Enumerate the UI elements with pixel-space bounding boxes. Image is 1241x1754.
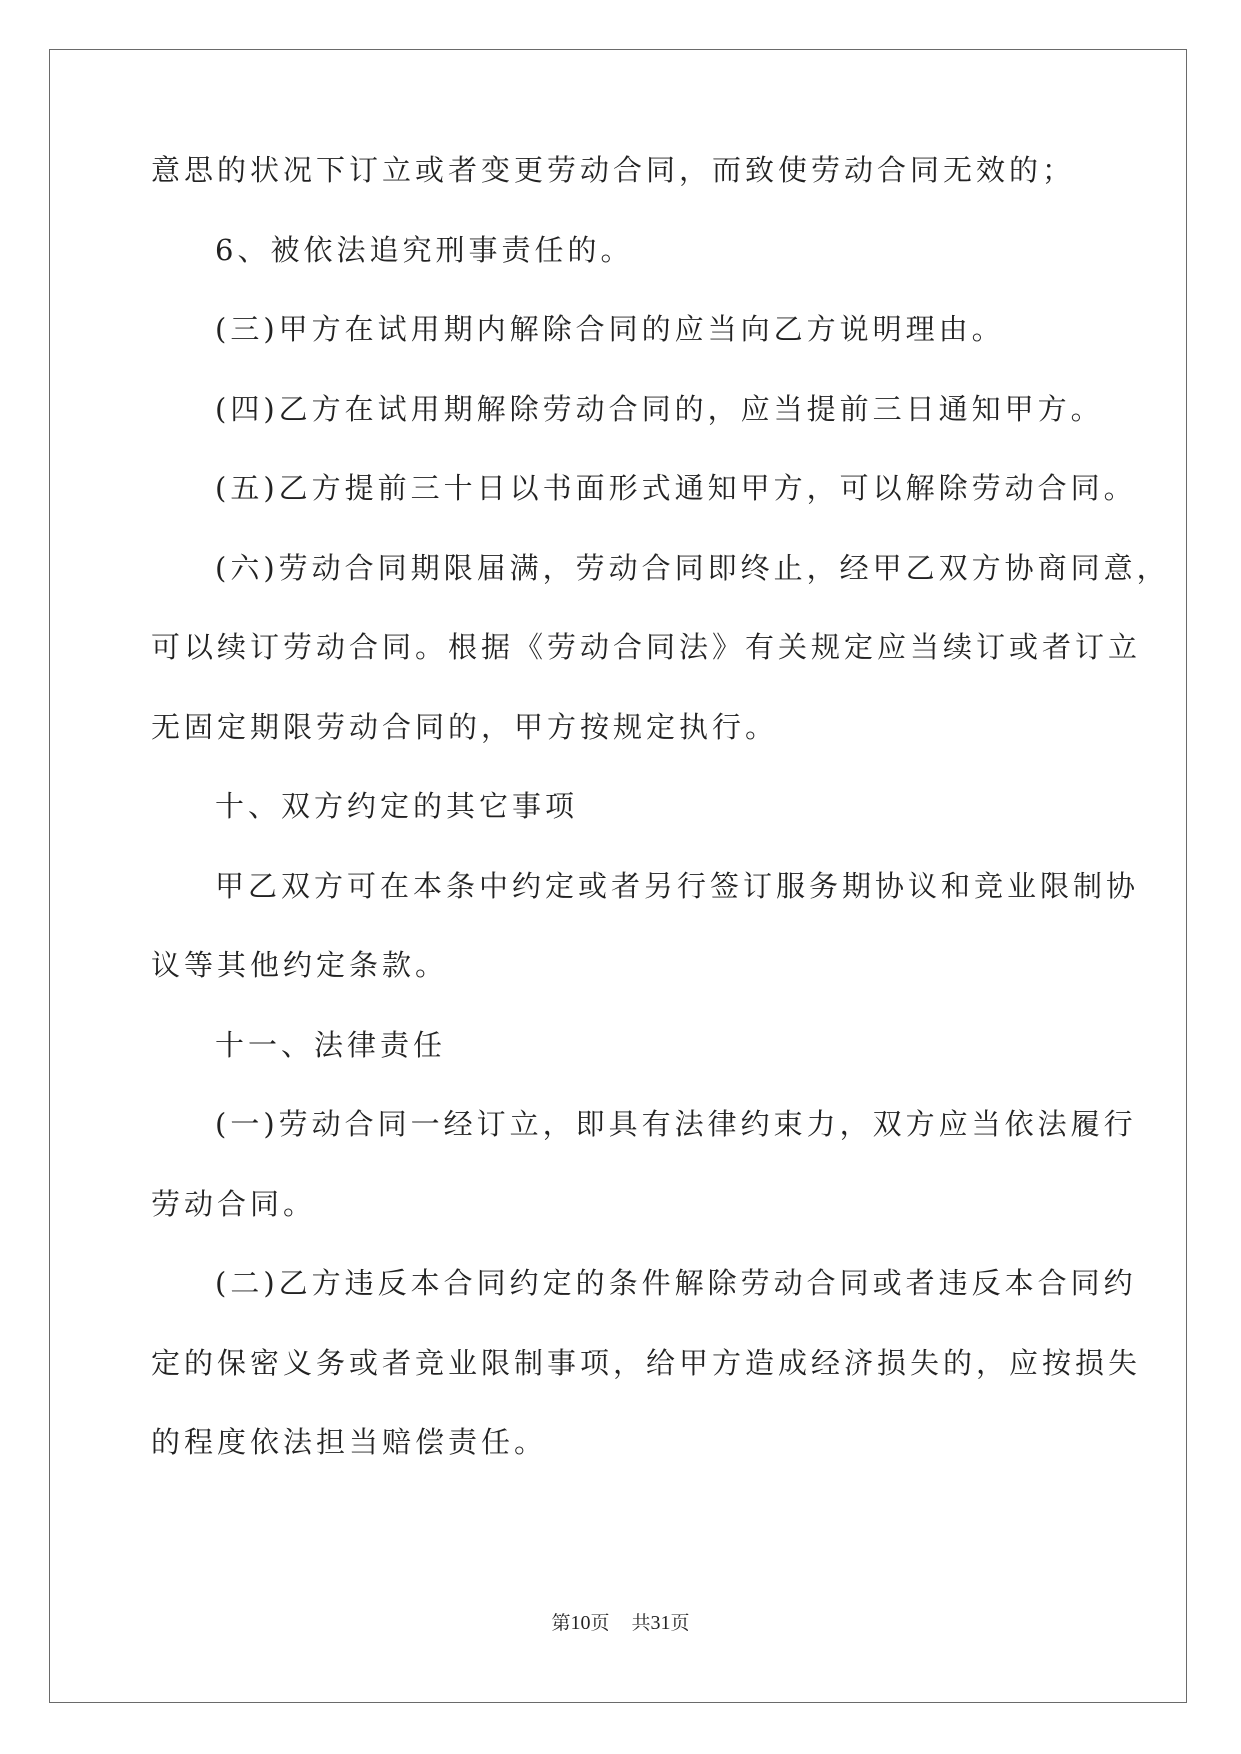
text-line: 意思的状况下订立或者变更劳动合同，而致使劳动合同无效的；: [151, 153, 1076, 187]
text-line: (三)甲方在试用期内解除合同的应当向乙方说明理由。: [215, 312, 1005, 346]
total-pages-prefix: 共: [631, 1612, 651, 1634]
page-number-suffix: 页: [590, 1612, 610, 1634]
text-line: 的程度依法担当赔偿责任。: [151, 1425, 548, 1459]
text-line: 劳动合同。: [151, 1186, 317, 1221]
document-body: [151, 150, 1170, 1502]
page-footer: [0, 1608, 1241, 1635]
text-line: 定的保密义务或者竞业限制事项，给甲方造成经济损失的，应按损失: [151, 1345, 1142, 1380]
section-heading: 十、双方约定的其它事项: [215, 789, 579, 823]
text-line: 6、被依法追究刑事责任的。: [215, 232, 634, 267]
text-line: (二)乙方违反本合同约定的条件解除劳动合同或者违反本合同约: [215, 1266, 1137, 1300]
text-line: (四)乙方在试用期解除劳动合同的，应当提前三日通知甲方。: [215, 391, 1104, 426]
total-pages: 31: [650, 1612, 671, 1634]
page-number: 10: [570, 1612, 591, 1634]
total-pages-suffix: 页: [670, 1612, 690, 1634]
text-line: 可以续订劳动合同。根据《劳动合同法》有关规定应当续订或者订立: [151, 630, 1142, 664]
text-line: 无固定期限劳动合同的，甲方按规定执行。: [151, 709, 779, 744]
text-line: (六)劳动合同期限届满，劳动合同即终止，经甲乙双方协商同意，: [215, 550, 1170, 585]
text-line: (一)劳动合同一经订立，即具有法律约束力，双方应当依法履行: [215, 1107, 1137, 1141]
page-number-prefix: 第: [551, 1612, 571, 1634]
section-heading: 十一、法律责任: [215, 1027, 447, 1062]
text-line: 甲乙双方可在本条中约定或者另行签订服务期协议和竞业限制协: [215, 868, 1140, 903]
text-line: 议等其他约定条款。: [151, 948, 449, 982]
text-line: (五)乙方提前三十日以书面形式通知甲方，可以解除劳动合同。: [215, 471, 1137, 505]
